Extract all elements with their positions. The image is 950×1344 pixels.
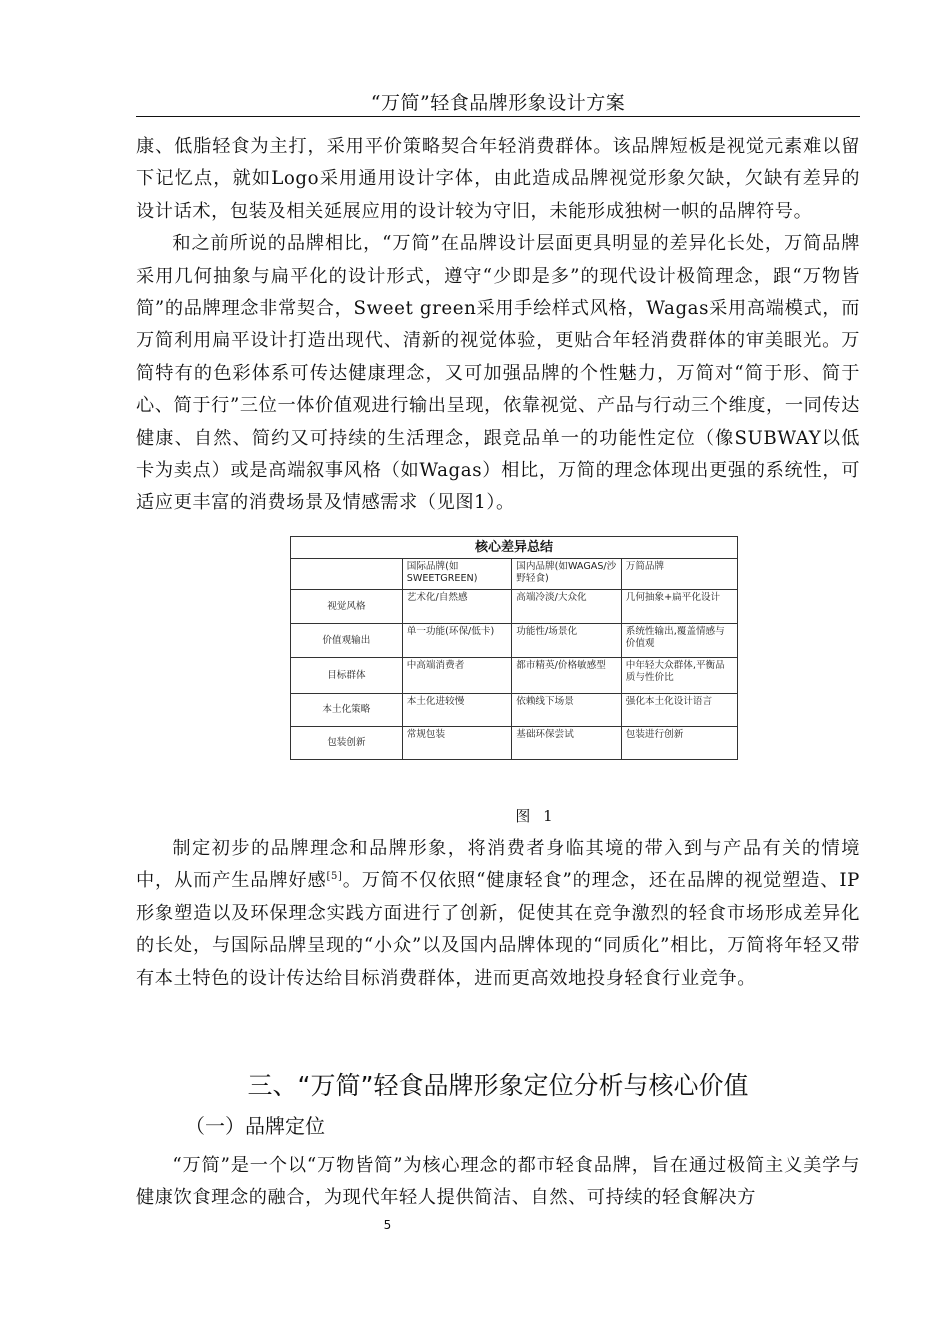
table-row-label: 包装创新	[291, 727, 403, 760]
table-cell: 常规包装	[402, 727, 512, 760]
table-cell: 中年轻大众群体,平衡品质与性价比	[621, 658, 737, 694]
page-header: “万简”轻食品牌形象设计方案	[370, 92, 626, 114]
paragraph-2: 和之前所说的品牌相比，“万简”在品牌设计层面更具明显的差异化长处，万简品牌采用几何抽象与扁平化的设计形式，遵守“少即是多”的现代设计极简理念，跟“万物皆简”的品牌理念非常契合，Sweet green采用手绘样式风格，Wagas采用高端模式，而万简利用扁平设计打造出现代、清新的视觉体验，更贴合年轻消费群体的审美眼光。万简特有的色彩体系可传达健康理念，又可加强品牌的个性魅力，万简对“简于形、简于心、简于行”三位一体价值观进行输出呈现，依靠视觉、产品与行动三个维度，一同传达健康、自然、简约又可持续的生活理念，跟竞品单一的功能性定位（像SUBWAY以低卡为卖点）或是高端叙事风格（如Wagas）相比，万简的理念体现出更强的系统性，可适应更丰富的消费场景及情感需求（见图1）。	[136, 233, 860, 514]
table-cell: 艺术化/自然感	[402, 590, 512, 624]
table-cell: 系统性输出,覆盖情感与价值观	[621, 624, 737, 658]
table-cell: 高端冷淡/大众化	[512, 590, 622, 624]
paragraph-3-text-a: 制定初步的品牌理念和品牌形象，将消费者身临其境的带入到与产品有关的情境中，从而产生品牌好感	[136, 838, 860, 892]
citation-ref: [5]	[326, 871, 343, 883]
table-row-label: 视觉风格	[291, 590, 403, 624]
table-row	[291, 694, 738, 727]
figure-caption: 图 1	[515, 807, 557, 825]
table-cell: 依赖线下场景	[512, 694, 622, 727]
comparison-table	[290, 558, 738, 760]
table-header-cell	[291, 559, 403, 590]
table-cell: 几何抽象+扁平化设计	[621, 590, 737, 624]
table-row-label: 目标群体	[291, 658, 403, 694]
section-title: 三、“万简”轻食品牌形象定位分析与核心价值	[247, 1071, 749, 1100]
paragraph-4: “万简”是一个以“万物皆简”为核心理念的都市轻食品牌，旨在通过极简主义美学与健康饮食理念的融合，为现代年轻人提供简洁、自然、可持续的轻食解决方	[136, 1155, 860, 1209]
table-cell: 单一功能(环保/低卡)	[402, 624, 512, 658]
body-block-3	[136, 1150, 860, 1215]
header-rule	[136, 116, 860, 117]
table-header-row	[291, 559, 738, 590]
figure-title: 核心差异总结	[290, 536, 738, 558]
table-row	[291, 658, 738, 694]
table-row-label: 价值观输出	[291, 624, 403, 658]
paragraph-3-text-b: 。万简不仅依照“健康轻食”的理念，还在品牌的视觉塑造、IP形象塑造以及环保理念实践方面进行了创新，促使其在竞争激烈的轻食市场形成差异化的长处，与国际品牌呈现的“小众”以及国内品牌体现的“同质化”相比，万简将年轻又带有本土特色的设计传达给目标消费群体，进而更高效地投身轻食行业竞争。	[136, 870, 860, 989]
table-cell: 基础环保尝试	[512, 727, 622, 760]
table-row	[291, 624, 738, 658]
body-block-1	[136, 131, 860, 520]
table-header-cell: 国际品牌(如SWEETGREEN)	[402, 559, 512, 590]
table-cell: 功能性/场景化	[512, 624, 622, 658]
table-cell: 强化本土化设计语言	[621, 694, 737, 727]
table-cell: 都市精英/价格敏感型	[512, 658, 622, 694]
table-cell: 中高端消费者	[402, 658, 512, 694]
table-cell: 本土化进较慢	[402, 694, 512, 727]
table-row-label: 本土化策略	[291, 694, 403, 727]
table-cell: 包装进行创新	[621, 727, 737, 760]
body-block-2	[136, 833, 860, 995]
paragraph-3	[136, 833, 860, 995]
figure-comparison-table	[290, 536, 738, 762]
table-row	[291, 727, 738, 760]
table-row	[291, 590, 738, 624]
table-header-cell: 国内品牌(如WAGAS/沙野轻食)	[512, 559, 622, 590]
page-number: 5	[383, 1218, 392, 1232]
table-header-cell: 万简品牌	[621, 559, 737, 590]
paragraph-1: 康、低脂轻食为主打，采用平价策略契合年轻消费群体。该品牌短板是视觉元素难以留下记忆点，就如Logo采用通用设计字体，由此造成品牌视觉形象欠缺，欠缺有差异的设计话术，包装及相关延展应用的设计较为守旧，未能形成独树一帜的品牌符号。	[136, 136, 860, 222]
subsection-title: （一）品牌定位	[185, 1114, 325, 1138]
